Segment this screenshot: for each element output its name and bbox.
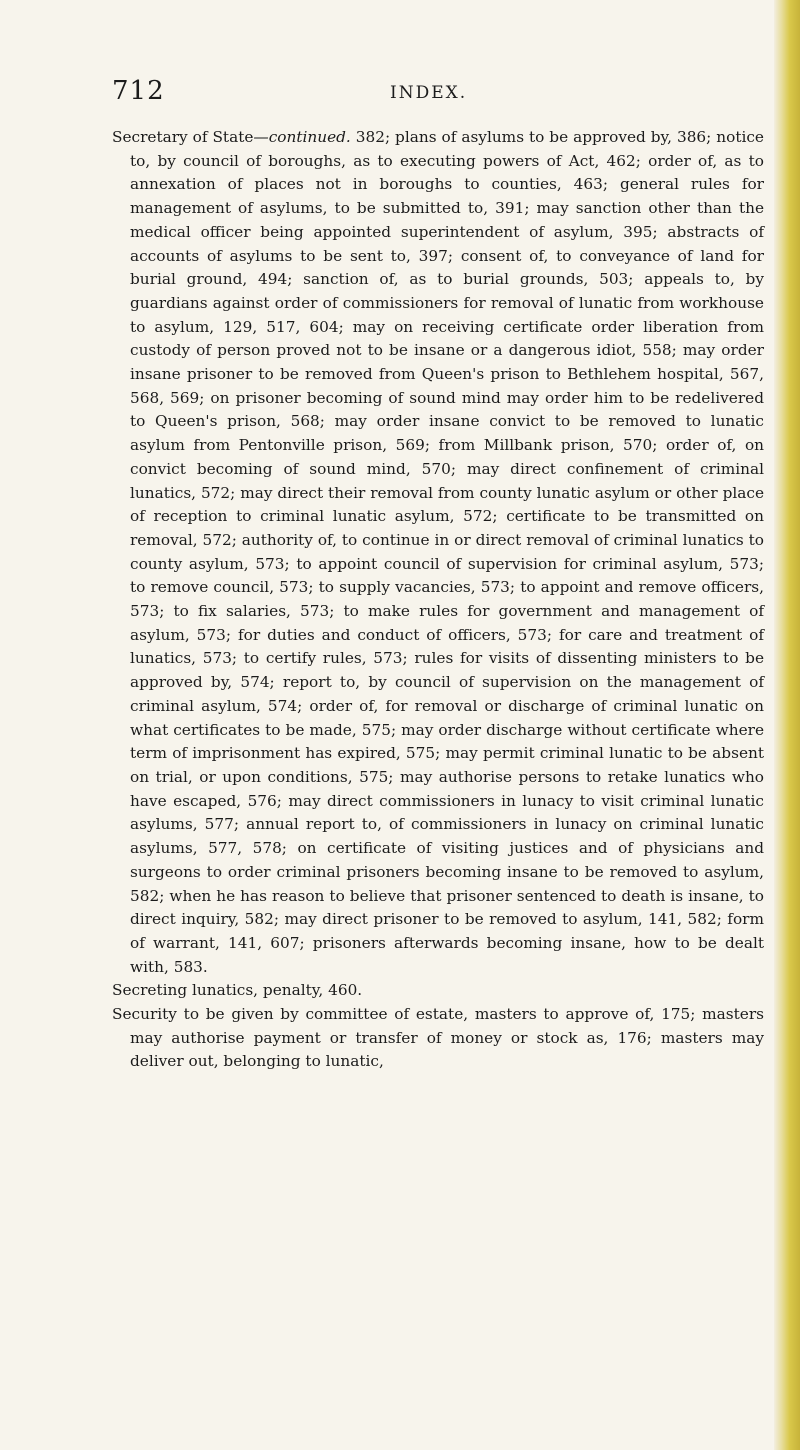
running-head: INDEX.: [390, 83, 468, 103]
index-entry-secretary-of-state: [112, 126, 764, 979]
entry-term: Secretary of State: [112, 128, 254, 146]
entry-continued-label: —continued.: [253, 128, 351, 146]
page-header: [0, 76, 780, 110]
entry-term: Secreting lunatics, penalty, 460.: [112, 981, 363, 1000]
index-body: [112, 126, 764, 1074]
index-entry-secreting-lunatics: [112, 979, 764, 1003]
entry-text: 382; plans of asylums to be approved by, 386; notice to, by council of boroughs, as to executing powers of Act, 462; order of, as to annexation of places not in boroughs to counties, 463; general rules for management of asylums, to be submitted to, 391; may sanction other than the medical officer being appointed superintendent of asylum, 395; abstracts of accounts of asylums to be sent to, 397; consent of, to conveyance of land for burial ground, 494; sanction of, as to burial grounds, 503; appeals to, by guardians against order of commissioners for removal of lunatic from workhouse to asylum, 129, 517, 604; may on receiving certificate order liberation from custody of person proved not to be insane or a dangerous idiot, 558; may order insane prisoner to be removed from Queen's prison to Bethlehem hospital, 567, 568, 569; on prisoner becoming of sound mind may order him to be redelivered to Queen's prison, 568; may order insane convict to be removed to lunatic asylum from Pentonville prison, 569; from Millbank prison, 570; order of, on convict becoming of sound mind, 570; may direct confinement of criminal lunatics, 572; may direct their removal from county lunatic asylum or other place of reception to criminal lunatic asylum, 572; certificate to be transmitted on removal, 572; authority of, to continue in or direct removal of criminal lunatics to county asylum, 573; to appoint council of supervision for criminal asylum, 573; to remove council, 573; to supply vacancies, 573; to appoint and remove officers, 573; to fix salaries, 573; to make rules for government and management of asylum, 573; for duties and conduct of officers, 573; for care and treatment of lunatics, 573; to certify rules, 573; rules for visits of dissenting ministers to be approved by, 574; report to, by council of supervision on the management of criminal asylum, 574; order of, for removal or discharge of criminal lunatic on what certificates to be made, 575; may order discharge without certificate where term of imprisonment has expired, 575; may permit criminal lunatic to be absent on trial, or upon conditions, 575; may authorise persons to retake lunatics who have escaped, 576; may direct commissioners in lunacy to visit criminal lunatic asylums, 577; annual report to, of commissioners in lunacy on criminal lunatic asylums, 577, 578; on certificate of visiting justices and of physicians and surgeons to order criminal prisoners becoming insane to be removed to asylum, 582; when he has reason to believe that prisoner sentenced to death is insane, to direct inquiry, 582; may direct prisoner to be removed to asylum, 141, 582; form of warrant, 141, 607; prisoners afterwards becoming insane, how to be dealt with, 583.: [130, 128, 764, 976]
entry-term: Security to be given by committee of estate, masters to approve of, 175; masters may authorise payment or transfer of money or stock as, 176; masters may deliver out, belonging to lunatic,: [112, 1005, 764, 1071]
page-edge: [774, 0, 800, 1450]
index-entry-security: [112, 1003, 764, 1074]
page-number: 712: [112, 76, 165, 106]
